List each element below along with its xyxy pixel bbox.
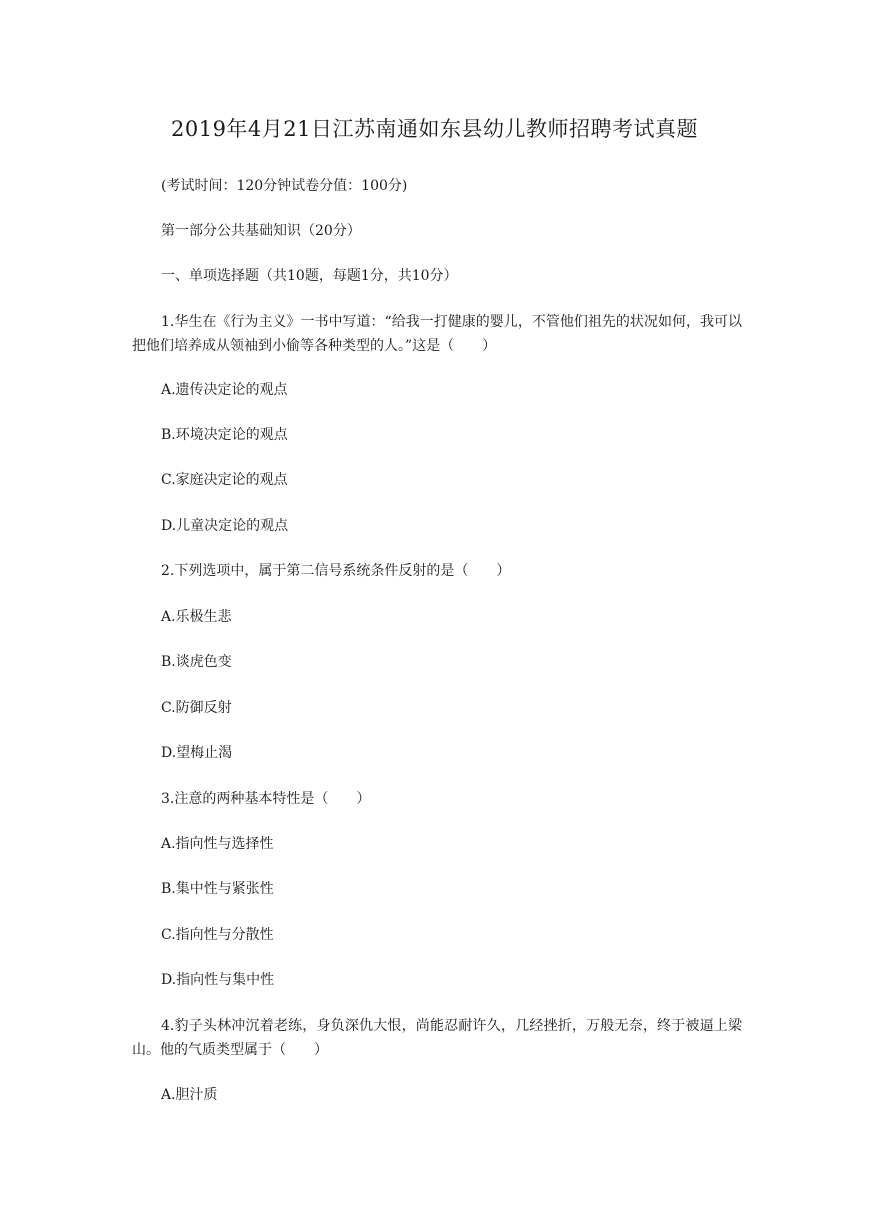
exam-info: (考试时间：120分钟试卷分值：100分) xyxy=(161,178,408,194)
answer-option: D.指向性与集中性 xyxy=(161,972,275,988)
question-stem: 2.下列选项中，属于第二信号系统条件反射的是（ ） xyxy=(161,563,511,579)
answer-option: D.儿童决定论的观点 xyxy=(161,518,289,534)
answer-option: A.遗传决定论的观点 xyxy=(161,382,288,398)
part-heading: 第一部分公共基础知识（20分） xyxy=(161,223,361,239)
answer-option: B.集中性与紧张性 xyxy=(161,881,274,897)
question-stem: 4.豹子头林冲沉着老练，身负深仇大恨，尚能忍耐许久，几经挫折，万般无奈，终于被逼上梁山。他的气质类型属于（ ） xyxy=(132,1018,742,1058)
answer-option: B.谈虎色变 xyxy=(161,654,232,670)
answer-option: C.指向性与分散性 xyxy=(161,927,274,943)
answer-option: A.乐极生悲 xyxy=(161,609,232,625)
question-stem: 1.华生在《行为主义》一书中写道：“给我一打健康的婴儿，不管他们祖先的状况如何，我可以把他们培养成从领袖到小偷等各种类型的人。”这是（ ） xyxy=(132,314,742,354)
question-stem: 3.注意的两种基本特性是（ ） xyxy=(161,791,371,807)
section-heading: 一、单项选择题（共10题，每题1分，共10分） xyxy=(161,268,458,284)
answer-option: B.环境决定论的观点 xyxy=(161,427,288,443)
answer-option: D.望梅止渴 xyxy=(161,745,233,761)
answer-option: C.防御反射 xyxy=(161,700,232,716)
answer-option: C.家庭决定论的观点 xyxy=(161,472,288,488)
answer-option: A.指向性与选择性 xyxy=(161,836,274,852)
document-title: 2019年4月21日江苏南通如东县幼儿教师招聘考试真题 xyxy=(170,117,699,141)
answer-option: A.胆汁质 xyxy=(161,1087,218,1103)
